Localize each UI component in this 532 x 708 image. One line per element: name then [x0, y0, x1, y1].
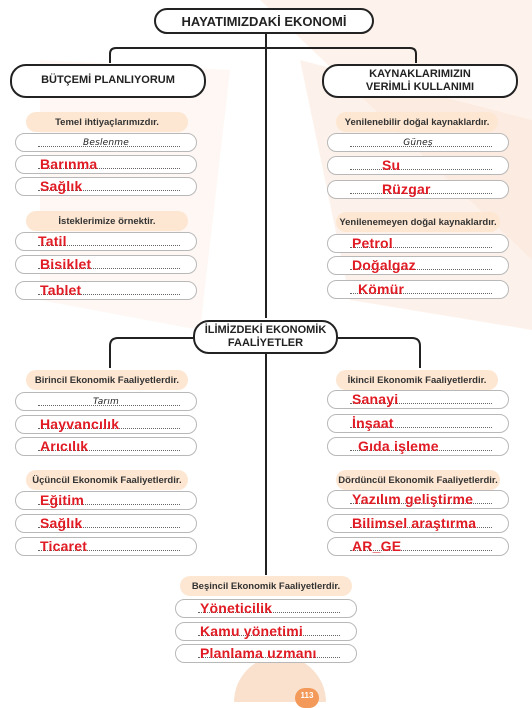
renewable-item[interactable]	[327, 156, 509, 175]
tertiary-item[interactable]	[15, 537, 197, 556]
primary-item-text: Tarım	[92, 397, 120, 407]
economic-activities-label-line1: İLİMİZDEKİ EKONOMİK	[204, 323, 327, 336]
economic-activities-label-line2: FAALİYETLER	[227, 337, 304, 349]
budget-planning-node	[10, 64, 206, 98]
quaternary-header: Dördüncül Ekonomik Faaliyetlerdir.	[336, 470, 500, 490]
resources-label-line1: KAYNAKLARIMIZIN	[369, 67, 471, 80]
needs-header: Temel ihtiyaçlarımızdır.	[26, 112, 188, 132]
renewable-item-text: Rüzgar	[382, 181, 431, 197]
tertiary-item-text: Ticaret	[40, 538, 88, 554]
primary-item-text: Hayvancılık	[40, 416, 120, 432]
secondary-item-text: İnşaat	[352, 415, 394, 431]
secondary-item-text: Gıda işleme	[358, 438, 439, 454]
needs-item[interactable]	[15, 133, 197, 152]
nonrenewable-item-text: Doğalgaz	[352, 257, 416, 273]
renewable-item[interactable]	[327, 180, 509, 199]
wants-header: İsteklerimize örnektir.	[26, 211, 188, 231]
wants-item[interactable]	[15, 232, 197, 251]
secondary-item[interactable]	[327, 390, 509, 409]
quinary-item-text: Kamu yönetimi	[200, 623, 303, 639]
quaternary-item-text: Yazılım geliştirme	[352, 491, 474, 507]
page-title: HAYATIMIZDAKİ EKONOMİ	[154, 8, 374, 34]
page-number: 113	[295, 688, 319, 708]
needs-item-text: Beslenme	[82, 138, 130, 148]
quaternary-item[interactable]	[327, 514, 509, 533]
quinary-item[interactable]	[175, 622, 357, 641]
quinary-item-text: Planlama uzmanı	[200, 645, 317, 661]
secondary-header: İkincil Ekonomik Faaliyetlerdir.	[336, 370, 498, 390]
tertiary-item-text: Eğitim	[40, 492, 84, 508]
renewable-item-text: Su	[382, 157, 401, 173]
renewable-item[interactable]	[327, 133, 509, 152]
wants-item[interactable]	[15, 281, 197, 300]
tertiary-item-text: Sağlık	[40, 515, 83, 531]
wants-item[interactable]	[15, 255, 197, 274]
primary-item[interactable]	[15, 437, 197, 456]
wants-item-text: Tatil	[38, 233, 67, 249]
quinary-item-text: Yöneticilik	[200, 600, 273, 616]
needs-item[interactable]	[15, 177, 197, 196]
nonrenewable-item[interactable]	[327, 234, 509, 253]
tertiary-item[interactable]	[15, 514, 197, 533]
quaternary-item[interactable]	[327, 537, 509, 556]
primary-header: Birincil Ekonomik Faaliyetlerdir.	[26, 370, 188, 390]
quinary-header: Beşincil Ekonomik Faaliyetlerdir.	[180, 576, 352, 596]
nonrenewable-item-text: Kömür	[358, 281, 405, 297]
quinary-item[interactable]	[175, 644, 357, 663]
quaternary-item-text: AR_GE	[352, 538, 402, 554]
renewable-header: Yenilenebilir doğal kaynaklardır.	[336, 112, 498, 132]
needs-item[interactable]	[15, 155, 197, 174]
tertiary-header: Üçüncül Ekonomik Faaliyetlerdir.	[26, 470, 188, 490]
nonrenewable-item[interactable]	[327, 256, 509, 275]
needs-item-text: Barınma	[40, 156, 98, 172]
primary-item[interactable]	[15, 392, 197, 411]
budget-planning-label: BÜTÇEMİ PLANLIYORUM	[41, 74, 175, 87]
wants-item-text: Bisiklet	[40, 256, 92, 272]
needs-item-text: Sağlık	[40, 178, 83, 194]
nonrenewable-item[interactable]	[327, 280, 509, 299]
nonrenewable-header: Yenilenemeyen doğal kaynaklardır.	[336, 212, 500, 232]
quaternary-item-text: Bilimsel araştırma	[352, 515, 477, 531]
nonrenewable-item-text: Petrol	[352, 235, 393, 251]
primary-item-text: Arıcılık	[40, 438, 89, 454]
economic-activities-node	[193, 320, 338, 354]
primary-item[interactable]	[15, 415, 197, 434]
wants-item-text: Tablet	[40, 282, 82, 298]
secondary-item-text: Sanayi	[352, 391, 399, 407]
quaternary-item[interactable]	[327, 490, 509, 509]
resources-label-line2: VERİMLİ KULLANIMI	[365, 81, 475, 93]
renewable-item-text: Güneş	[403, 138, 433, 148]
resources-node	[322, 64, 518, 98]
secondary-item[interactable]	[327, 437, 509, 456]
quinary-item[interactable]	[175, 599, 357, 618]
secondary-item[interactable]	[327, 414, 509, 433]
tertiary-item[interactable]	[15, 491, 197, 510]
